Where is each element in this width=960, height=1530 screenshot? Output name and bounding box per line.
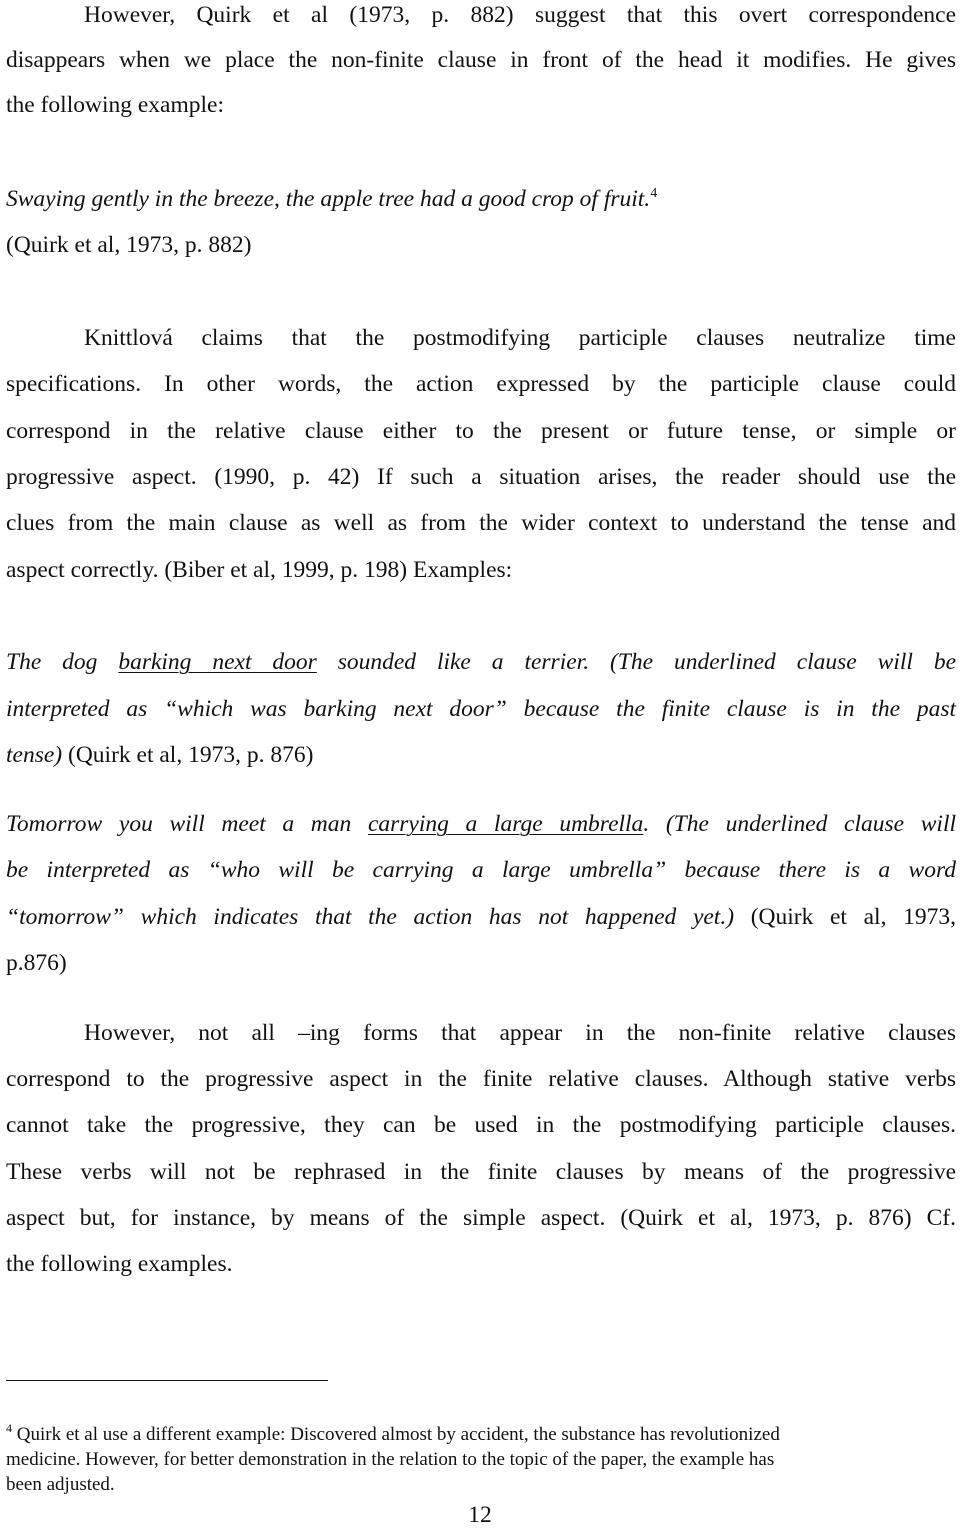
paragraph-1-line-2: disappears when we place the non-finite clause in front of the head it modifies. He gives bbox=[6, 47, 956, 73]
paragraph-2-line-5: clues from the main clause as well as from the wider context to understand the tense and bbox=[6, 510, 956, 536]
example-1-citation: (Quirk et al, 1973, p. 882) bbox=[6, 232, 252, 258]
paragraph-3-line-4: These verbs will not be rephrased in the finite clauses by means of the progressive bbox=[6, 1159, 956, 1185]
paragraph-1-line-1: However, Quirk et al (1973, p. 882) suggest that this overt correspondence bbox=[84, 2, 956, 28]
paragraph-2-line-6: aspect correctly. (Biber et al, 1999, p. 198) Examples: bbox=[6, 557, 513, 583]
example-2-explanation-end: tense) bbox=[6, 742, 63, 768]
example-3-text-end: . (The underlined clause will bbox=[643, 811, 956, 837]
example-2-line-1 bbox=[6, 647, 956, 677]
paragraph-3-line-5: aspect but, for instance, by means of the simple aspect. (Quirk et al, 1973, p. 876) Cf. bbox=[6, 1205, 956, 1231]
footnote-line-2: medicine. However, for better demonstration in the relation to the topic of the paper, the example has bbox=[6, 1449, 775, 1470]
paragraph-3-line-3: cannot take the progressive, they can be used in the postmodifying participle clauses. bbox=[6, 1112, 956, 1138]
example-2-line-2 bbox=[6, 694, 956, 724]
footnote-reference: 4 bbox=[650, 186, 658, 201]
example-2-citation: (Quirk et al, 1973, p. 876) bbox=[62, 742, 314, 768]
page-number: 12 bbox=[468, 1502, 492, 1528]
example-2-text-end: sounded like a terrier. (The underlined clause will be bbox=[316, 649, 956, 675]
example-2-text-start: The dog bbox=[6, 649, 119, 675]
paragraph-3-line-1: However, not all –ing forms that appear in the non-finite relative clauses bbox=[84, 1020, 956, 1046]
example-2-underlined-clause: barking next door bbox=[118, 649, 317, 675]
footnote-line-1 bbox=[6, 1423, 920, 1447]
paragraph-3-line-6: the following examples. bbox=[6, 1251, 233, 1277]
example-1-text: Swaying gently in the breeze, the apple tree had a good crop of fruit. bbox=[6, 186, 651, 212]
paragraph-1-line-3: the following example: bbox=[6, 92, 224, 118]
footnote-marker: 4 bbox=[6, 1421, 12, 1435]
example-3-explanation: be interpreted as “who will be carrying a large umbrella” because there is a word bbox=[6, 857, 956, 883]
example-3-citation: (Quirk et al, 1973, bbox=[734, 904, 956, 930]
example-2-explanation: interpreted as “which was barking next door” because the finite clause is in the past bbox=[6, 696, 956, 722]
example-3-line-1 bbox=[6, 809, 956, 839]
example-3-text-start: Tomorrow you will meet a man bbox=[6, 811, 368, 837]
paragraph-2-line-3: correspond in the relative clause either to the present or future tense, or simple or bbox=[6, 418, 956, 444]
example-3-line-4: p.876) bbox=[6, 950, 67, 976]
footnote-line-3: been adjusted. bbox=[6, 1474, 115, 1495]
footnote-text: Quirk et al use a different example: Discovered almost by accident, the substance has revolutionized bbox=[12, 1424, 780, 1445]
paragraph-2-line-1: Knittlová claims that the postmodifying participle clauses neutralize time bbox=[84, 325, 956, 351]
example-3-underlined-clause: carrying a large umbrella bbox=[367, 811, 644, 837]
footnote-separator bbox=[6, 1380, 328, 1381]
example-3-line-3 bbox=[6, 902, 956, 932]
example-2-line-3 bbox=[6, 740, 956, 770]
paragraph-2-line-2: specifications. In other words, the action expressed by the participle clause could bbox=[6, 371, 956, 397]
example-3-line-2 bbox=[6, 855, 956, 885]
example-1-sentence bbox=[6, 184, 956, 214]
paragraph-2-line-4: progressive aspect. (1990, p. 42) If such a situation arises, the reader should use the bbox=[6, 464, 956, 490]
paragraph-3-line-2: correspond to the progressive aspect in the finite relative clauses. Although stative verbs bbox=[6, 1066, 956, 1092]
example-3-explanation-end: “tomorrow” which indicates that the action has not happened yet.) bbox=[6, 904, 735, 930]
